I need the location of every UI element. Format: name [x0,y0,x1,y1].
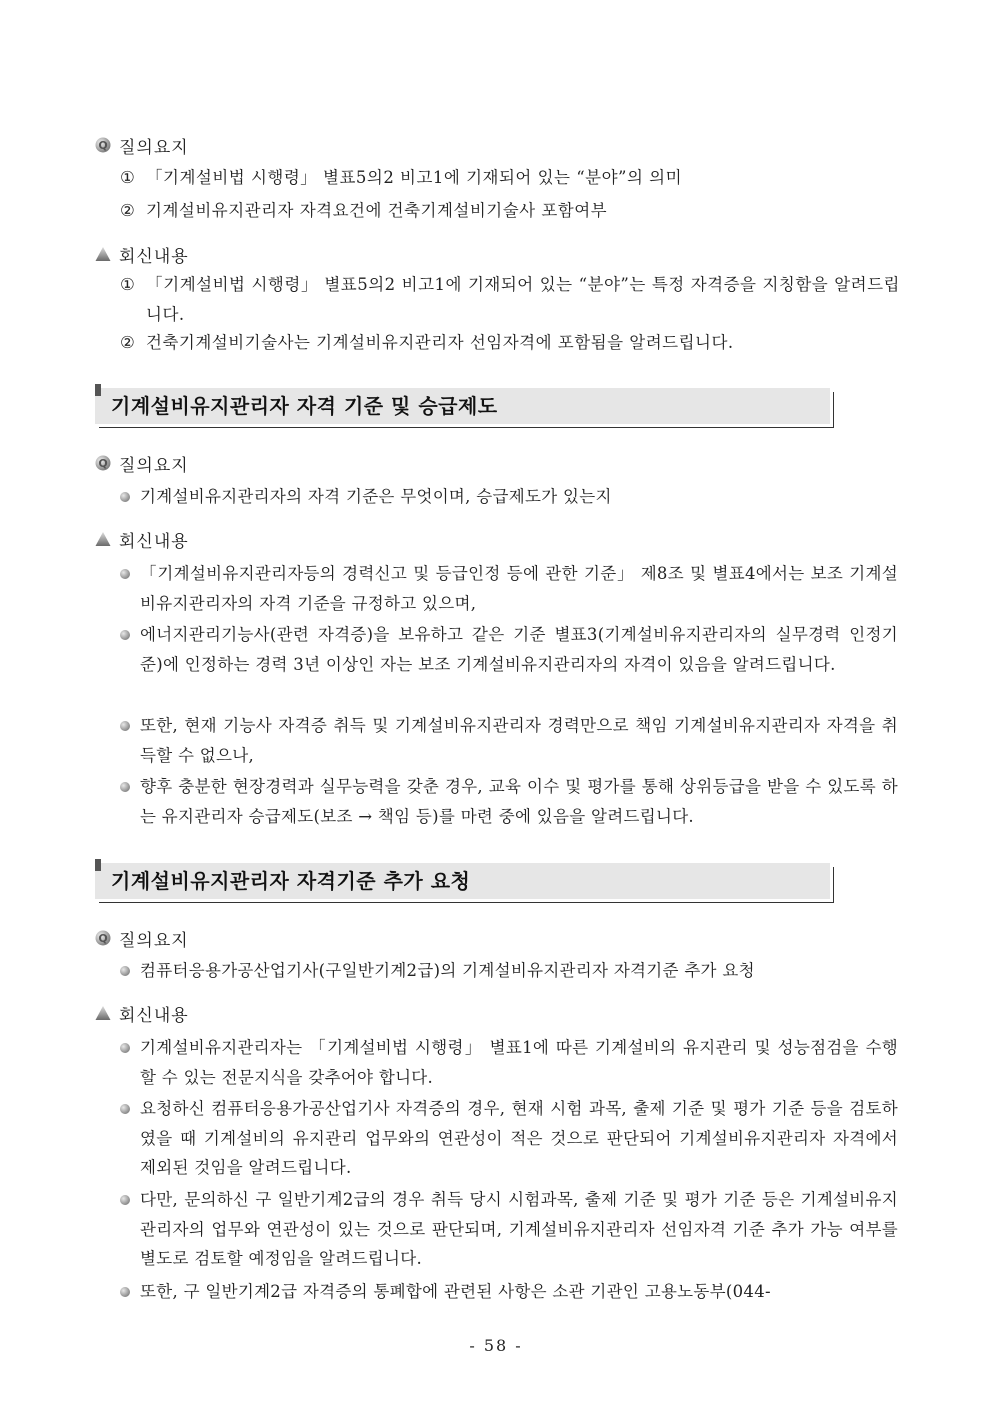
bullet-dot-icon [120,1104,130,1114]
answer-label: 회신내용 [119,246,189,267]
q-circle-icon [95,930,111,946]
bullet-item: 기계설비유지관리자의 자격 기준은 무엇이며, 승급제도가 있는지 [120,482,898,512]
q-circle-icon [95,455,111,471]
bullet-dot-icon [120,782,130,792]
q-circle-icon [95,137,111,153]
question-label: 질의요지 [119,930,189,951]
bullet-item: 또한, 구 일반기계2급 자격증의 통폐합에 관련된 사항은 소관 기관인 고용노동부(044- [120,1277,898,1307]
bullet-item: 또한, 현재 기능사 자격증 취득 및 기계설비유지관리자 경력만으로 책임 기계설비유지관리자 자격을 취득할 수 없으나, [120,711,898,770]
bullet-dot-icon [120,966,130,976]
svg-text:Q: Q [98,932,108,945]
bullet-dot-icon [120,630,130,640]
warning-triangle-icon [95,246,111,262]
answer-heading [95,241,189,267]
section-title: 기계설비유지관리자 자격기준 추가 요청 [111,869,471,893]
question-heading [95,132,189,158]
section-header [95,863,830,899]
bullet-dot-icon [120,569,130,579]
bullet-item: 기계설비유지관리자는 「기계설비법 시행령」 별표1에 따른 기계설비의 유지관리 및 성능점검을 수행할 수 있는 전문지식을 갖추어야 합니다. [120,1033,898,1092]
bullet-dot-icon [120,1287,130,1297]
bullet-dot-icon [120,1043,130,1053]
warning-triangle-icon [95,531,111,547]
bullet-item: 요청하신 컴퓨터응용가공산업기사 자격증의 경우, 현재 시험 과목, 출제 기준 및 평가 기준 등을 검토하였을 때 기계설비의 유지관리 업무와의 연관성이 적은 것으로 판단되어 기계설비유지관리자 자격에서 제외된 것임을 알려드립니다. [120,1094,898,1183]
bullet-item: 다만, 문의하신 구 일반기계2급의 경우 취득 당시 시험과목, 출제 기준 및 평가 기준 등은 기계설비유지관리자의 업무와 연관성이 있는 것으로 판단되며, 기계설비유지관리자 선임자격 기준 추가 가능 여부를 별도로 검토할 예정임을 알려드립니다. [120,1185,898,1274]
answer-heading [95,1000,189,1026]
answer-label: 회신내용 [119,1005,189,1026]
warning-triangle-icon [95,1005,111,1021]
bullet-dot-icon [120,1195,130,1205]
numbered-item: ② 건축기계설비기술사는 기계설비유지관리자 선임자격에 포함됨을 알려드립니다. [120,333,734,352]
section-header [95,388,830,424]
answer-heading [95,526,189,552]
bullet-item: 컴퓨터응용가공산업기사(구일반기계2급)의 기계설비유지관리자 자격기준 추가 요청 [120,956,898,986]
svg-text:Q: Q [98,457,108,470]
bullet-item: 에너지관리기능사(관련 자격증)을 보유하고 같은 기준 별표3(기계설비유지관리자의 실무경력 인정기준)에 인정하는 경력 3년 이상인 자는 보조 기계설비유지관리자의 자격이 있음을 알려드립니다. [120,620,898,679]
svg-text:Q: Q [98,139,108,152]
section-title: 기계설비유지관리자 자격 기준 및 승급제도 [111,394,498,418]
question-label: 질의요지 [119,455,189,476]
bullet-item: 「기계설비유지관리자등의 경력신고 및 등급인정 등에 관한 기준」 제8조 및 별표4에서는 보조 기계설비유지관리자의 자격 기준을 규정하고 있으며, [120,559,898,618]
bullet-item: 향후 충분한 현장경력과 실무능력을 갖춘 경우, 교육 이수 및 평가를 통해 상위등급을 받을 수 있도록 하는 유지관리자 승급제도(보조 → 책임 등)를 마련 중에 있음을 알려드립니다. [120,772,898,831]
numbered-item: ② 기계설비유지관리자 자격요건에 건축기계설비기술사 포함여부 [120,201,608,220]
question-heading [95,925,189,951]
numbered-item: ① 「기계설비법 시행령」 별표5의2 비고1에 기재되어 있는 “분야”는 특정 자격증을 지칭함을 알려드립니다. [120,275,900,324]
numbered-item: ① 「기계설비법 시행령」 별표5의2 비고1에 기재되어 있는 “분야”의 의미 [120,168,683,187]
question-label: 질의요지 [119,137,189,158]
page-number: - 58 - [469,1336,523,1355]
bullet-dot-icon [120,492,130,502]
answer-label: 회신내용 [119,531,189,552]
question-heading [95,450,189,476]
bullet-dot-icon [120,721,130,731]
